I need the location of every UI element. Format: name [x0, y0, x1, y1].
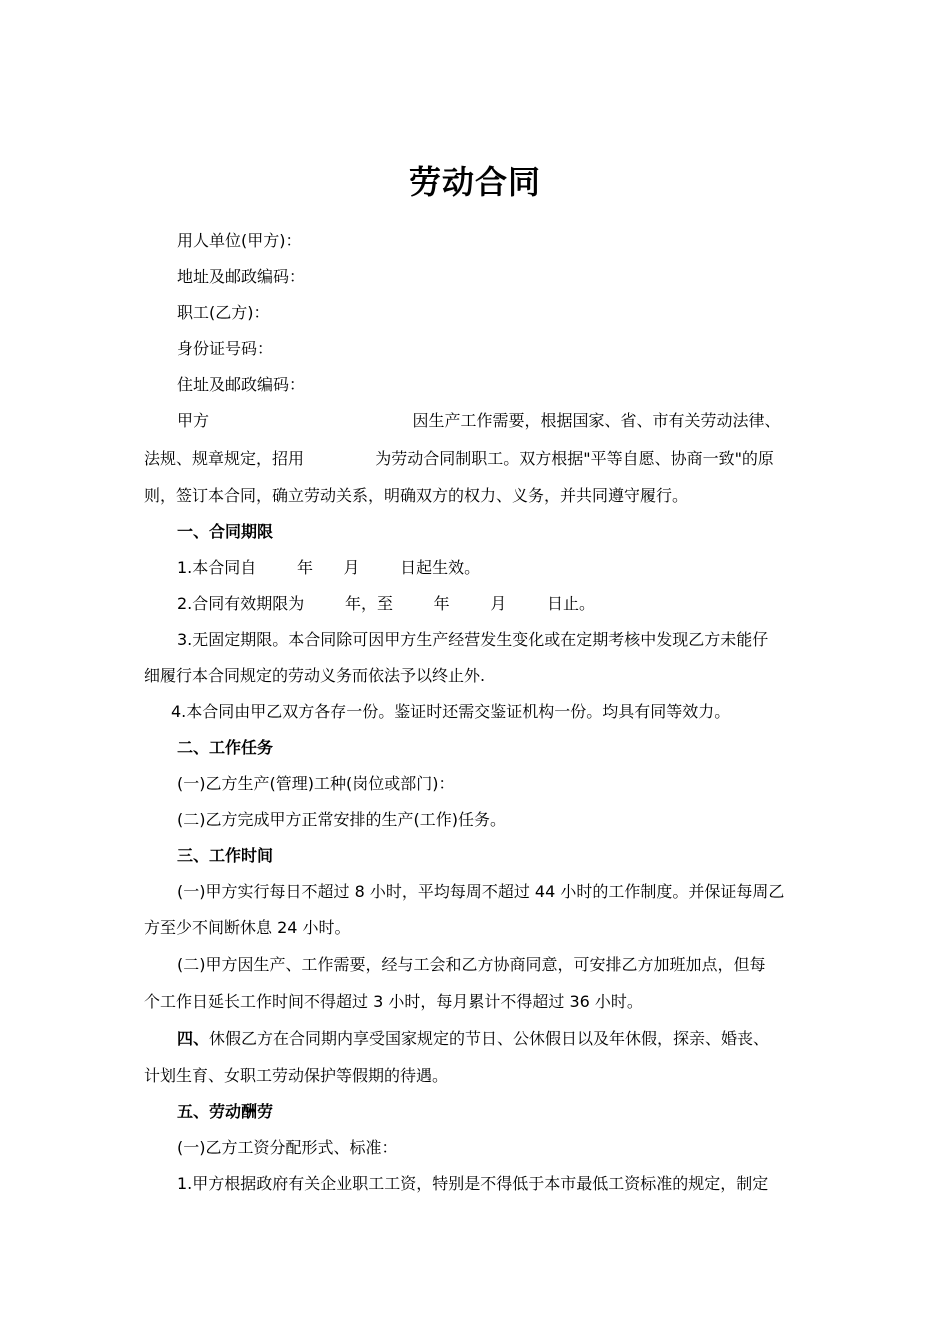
employer-field: 用人单位(甲方)： [177, 231, 302, 250]
tasks-clause-1: (一)乙方生产(管理)工种(岗位或部门)： [177, 774, 455, 793]
employee-field: 职工(乙方)： [177, 303, 270, 322]
pay-clause-1: (一)乙方工资分配形式、标准： [177, 1138, 398, 1157]
section-heading-term: 一、合同期限 [177, 522, 274, 541]
employee-address-field: 住址及邮政编码： [177, 375, 306, 394]
leave-clause-line-1 [177, 1028, 769, 1050]
preamble-line-1: 甲方 因生产工作需要，根据国家、省、市有关劳动法律、 [177, 411, 781, 430]
section-heading-pay: 五、劳动酬劳 [177, 1102, 274, 1121]
term-clause-4: 4.本合同由甲乙双方各存一份。鉴证时还需交鉴证机构一份。均具有同等效力。 [171, 702, 731, 721]
preamble-line-2: 法规、规章规定，招用 为劳动合同制职工。双方根据"平等自愿、协商一致"的原 [144, 449, 774, 468]
leave-clause-text: 休假乙方在合同期内享受国家规定的节日、公休假日以及年休假，探亲、婚丧、 [209, 1029, 770, 1048]
hours-clause-1-line-1: (一)甲方实行每日不超过 8 小时，平均每周不超过 44 小时的工作制度。并保证每周乙 [177, 882, 785, 901]
id-number-field: 身份证号码： [177, 339, 274, 358]
term-clause-3-line-2: 细履行本合同规定的劳动义务而依法予以终止外. [144, 666, 486, 685]
hours-clause-2-line-1: (二)甲方因生产、工作需要，经与工会和乙方协商同意，可安排乙方加班加点，但每 [177, 955, 766, 974]
hours-clause-2-line-2: 个工作日延长工作时间不得超过 3 小时，每月累计不得超过 36 小时。 [144, 992, 643, 1011]
term-clause-1: 1.本合同自 年 月 日起生效。 [177, 558, 481, 577]
employer-address-field: 地址及邮政编码： [177, 267, 306, 286]
section-heading-tasks: 二、工作任务 [177, 738, 274, 757]
hours-clause-1-line-2: 方至少不间断休息 24 小时。 [144, 918, 351, 937]
leave-clause-line-2: 计划生育、女职工劳动保护等假期的待遇。 [144, 1066, 449, 1085]
term-clause-3-line-1: 3.无固定期限。本合同除可因甲方生产经营发生变化或在定期考核中发现乙方未能仔 [177, 630, 769, 649]
section-heading-hours: 三、工作时间 [177, 846, 274, 865]
term-clause-2: 2.合同有效期限为 年，至 年 月 日止。 [177, 594, 596, 613]
pay-clause-2: 1.甲方根据政府有关企业职工工资，特别是不得低于本市最低工资标准的规定，制定 [177, 1174, 769, 1193]
preamble-line-3: 则，签订本合同，确立劳动关系，明确双方的权力、义务，并共同遵守履行。 [144, 486, 689, 505]
section-heading-leave: 四、 [177, 1029, 210, 1048]
tasks-clause-2: (二)乙方完成甲方正常安排的生产(工作)任务。 [177, 810, 506, 829]
document-title: 劳动合同 [408, 163, 541, 201]
